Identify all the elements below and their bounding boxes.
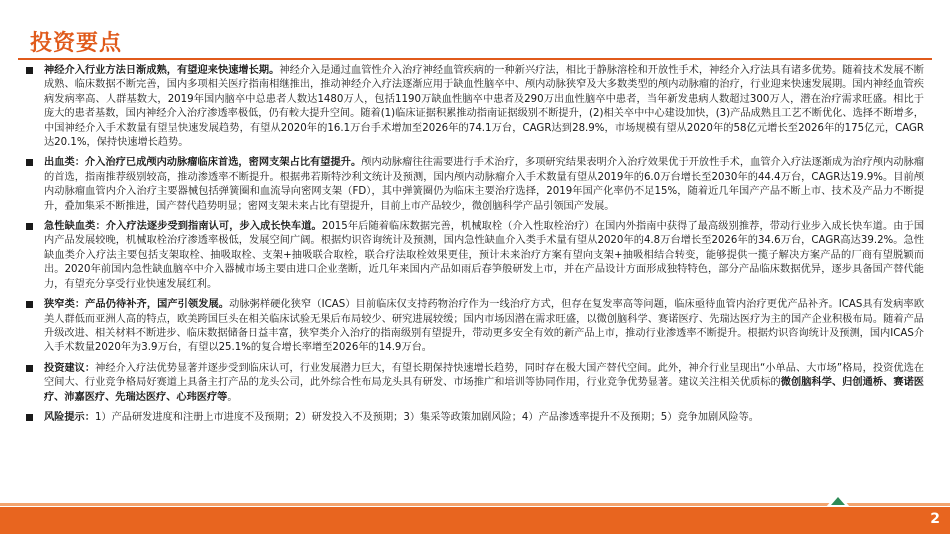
paragraph-lead: 狭窄类：产品仍待补齐，国产引领发展。 xyxy=(44,299,230,311)
paragraph-body: 动脉粥样硬化狭窄（ICAS）目前临床仅支持药物治疗作为一线治疗方式，但存在复发率高等问题，临床亟待血管内治疗更优产品补齐。ICAS具有发病率欧美人群低而亚洲人高的特点，欧美跨国巨头在相关临床试验无果后布局较少、研究进展较缓；国内市场因潜在需求旺盛，以微创脑科学、赛诺医疗、先瑞达医疗为主的国产企业积极布局。随着产品升级改进、相关材料不断进步、临床数据储备日益丰富，狭窄类介入治疗的指南级别有望提升，带动更多安全有效的新产品上市，推动行业渗透率不断提升。根据灼识咨询统计及预测，国内ICAS介入手术数量2020年为3.9万台，有望以25.1%的复合增长率增至2026年的14.9万台。 xyxy=(44,299,925,354)
paragraph-investment xyxy=(24,362,924,405)
bullet-icon xyxy=(26,159,33,166)
paragraph-lead: 急性缺血类：介入疗法逐步受到指南认可，步入成长快车道。 xyxy=(44,221,322,233)
paragraph-body: 1）产品研发进度和注册上市进度不及预期；2）研发投入不及预期；3）集采等政策加剧风险；4）产品渗透率提升不及预期；5）竞争加剧风险等。 xyxy=(94,411,759,423)
key-points-content xyxy=(24,64,924,431)
footer-bar xyxy=(0,507,950,534)
paragraph-tail: 。 xyxy=(227,391,238,403)
paragraph-body: 2015年后随着临床数据完善，机械取栓（介入性取栓治疗）在国内外指南中获得了最高级别推荐，带动行业步入成长快车道。由于国内产品发展较晚，机械取栓治疗渗透率极低，发展空间广阔。根据灼识咨询统计及预测，国内急性缺血介入类手术量有望从2020年的4.8万台增长至2026年的34.6万台，CAGR高达39.2%。急性缺血类介入疗法主要包括支架取栓、抽吸取栓、支架+抽吸联合取栓，联合疗法取栓效果更佳，预计未来治疗方案有望向支架+抽吸相结合转变，能够提供一揽子解决方案产品的厂商有望脱颖而出。2020年前国内急性缺血脑卒中介入器械市场主要由进口企业垄断，近几年来国内产品如雨后春笋般研发上市，并在产品设计方面形成独特特色，部分产品临床数据优异，逐步具备国产替代能力，有望充分享受行业快速发展红利。 xyxy=(44,221,925,290)
footer-stripe xyxy=(0,503,950,506)
bullet-icon xyxy=(26,414,33,421)
paragraph-industry xyxy=(24,64,924,150)
paragraph-risk xyxy=(24,411,924,425)
page-title: 投资要点 xyxy=(30,31,123,56)
paragraph-body: 颅内动脉瘤往往需要进行手术治疗，多项研究结果表明介入治疗效果优于开放性手术，血管介入疗法逐渐成为治疗颅内动脉瘤的首选，指南推荐级别较高，推动渗透率不断提升。根据弗若斯特沙利文统计及预测，国内颅内动脉瘤介入手术数量有望从2019年的6.0万台增长至2030年的44.4万台，CAGR达19.9%。目前颅内动脉瘤血管内介入治疗主要器械包括弹簧圈和血流导向密网支架（FD），其中弹簧圈仍为临床主要治疗选择，2019年国产化率仍不足15%，随着近几年国产产品不断上市、技术及产品力不断提升，叠加集采不断推进，国产替代趋势明显；密网支架未来占比有望提升，目前上市产品较少，微创脑科学产品引领国产发展。 xyxy=(44,157,925,212)
bullet-icon xyxy=(26,365,33,372)
bullet-icon xyxy=(26,67,33,74)
paragraph-body: 神经介入疗法优势显著并逐步受到临床认可，行业发展潜力巨大，有望长期保持快速增长趋势，同时存在极大国产替代空间。此外，神介行业呈现出“小单品、大市场”格局，投资优选在空间大、行业竞争格局好赛道上具备主打产品的龙头公司，此外综合性布局龙头具有研发、市场推广和培训等协同作用，行业竞争优势显著。建议关注相关优质标的 xyxy=(44,362,924,389)
recommended-companies: 微创脑科学、归创通桥、赛诺医疗、沛嘉医疗、先瑞达医疗、心玮医疗等 xyxy=(44,377,924,403)
paragraph-body: 神经介入是通过血管性介入治疗神经血管疾病的一种新兴疗法，相比于静脉溶栓和开放性手术，神经介入疗法具有诸多优势。随着技术发展不断成熟、临床数据不断完善，国内多项相关医疗指南相继推出，推动神经介入疗法逐渐应用于缺血性脑卒中、颅内动脉狭窄及大多数类型的颅内动脉瘤的治疗，行业迎来快速发展期。国内神经血管疾病发病率高、人群基数大，2019年国内脑卒中总患者人数达1480万人，包括1190万缺血性脑卒中患者及290万出血性脑卒中患者，当年新发患病人数超过300万人，潜在治疗需求旺盛。相比于庞大的患者基数，国内神经介入治疗渗透率极低，仍有較大提升空间。随着(1)临床证据积累推动指南证据级别不断提升，(2)相关卒中中心建设加快，(3)产品成熟且工艺不断优化、选择不断增多，中国神经介入手术数量有望呈快速发展趋势，有望从2020年的16.1万台手术增加至2026年的74.1万台，CAGR达到28.9%，市场规模有望从2020年的58亿元增长至2026年的175亿元，CAGR达20.1%，保持快速增长趋势。 xyxy=(44,65,924,149)
paragraph-stenosis xyxy=(24,298,924,356)
paragraph-hemorrhagic xyxy=(24,156,924,214)
bullet-icon xyxy=(26,301,33,308)
paragraph-ischemic xyxy=(24,220,924,292)
paragraph-lead: 神经介入行业方法日渐成熟，有望迎来快速增长期。 xyxy=(44,65,280,76)
bullet-icon xyxy=(26,223,33,230)
page-number: 2 xyxy=(930,511,940,527)
paragraph-lead: 投资建议： xyxy=(44,362,96,374)
title-divider xyxy=(18,58,932,60)
triangle-logo-icon xyxy=(826,493,850,507)
paragraph-lead: 风险提示： xyxy=(44,411,95,423)
paragraph-lead: 出血类：介入治疗已成颅内动脉瘤临床首选，密网支架占比有望提升。 xyxy=(44,157,362,169)
